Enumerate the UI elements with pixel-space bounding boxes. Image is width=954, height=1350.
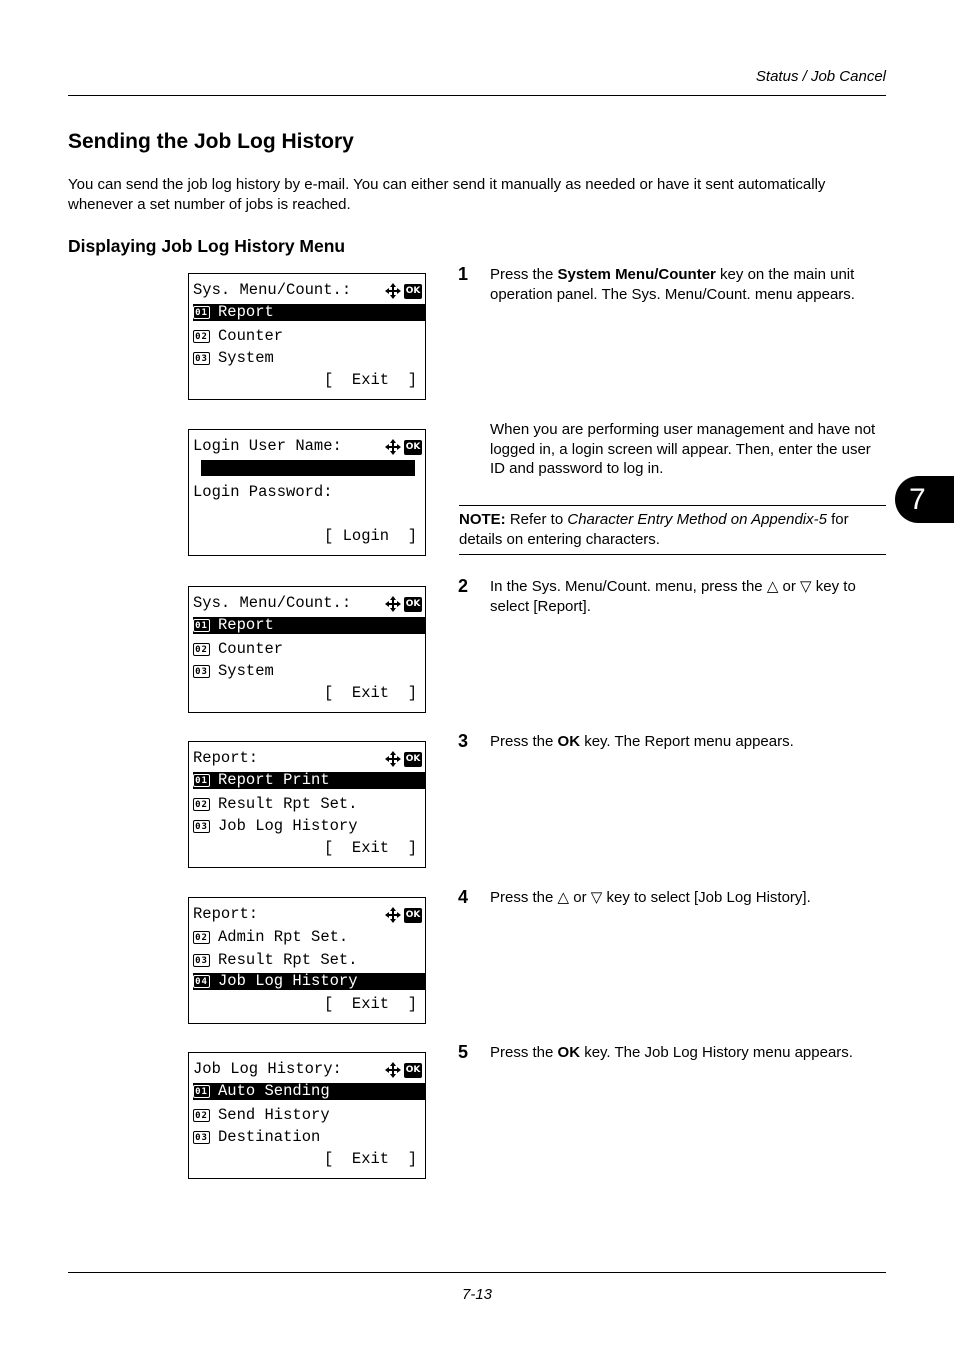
row-label: Result Rpt Set.: [218, 951, 358, 969]
row-number-badge: 01: [193, 1085, 210, 1098]
row-label: Job Log History: [218, 817, 358, 835]
menu-row: [193, 817, 425, 836]
chapter-tab: 7: [895, 476, 954, 523]
menu-row: [193, 1106, 425, 1125]
step-text-part: Press the: [490, 889, 558, 906]
step-text: [490, 265, 886, 304]
screen-title: Job Log History:: [193, 1060, 342, 1078]
step-text-part: Press the: [490, 266, 558, 283]
note-text: Refer to: [505, 511, 568, 528]
step-text: [490, 577, 886, 616]
screen-icons: [385, 439, 422, 455]
row-number-badge: 03: [193, 820, 210, 833]
soft-key-exit: [ Exit ]: [323, 839, 417, 857]
step-number: 1: [458, 264, 469, 284]
row-label: Report Print: [218, 771, 330, 789]
screen-title: Report:: [193, 905, 259, 923]
soft-key-exit: [ Exit ]: [323, 684, 417, 702]
ok-icon: OK: [404, 908, 422, 923]
row-number-badge: 03: [193, 1131, 210, 1144]
row-number-badge: 04: [193, 975, 210, 988]
intro-paragraph: You can send the job log history by e-mail. You can either send it manually as needed or have it sent automatically whenever a set number of jobs is reached.: [68, 176, 826, 213]
cross-arrow-icon: [385, 751, 401, 767]
down-key-icon: ▽: [800, 578, 812, 595]
screen-title: Sys. Menu/Count.:: [193, 281, 352, 299]
menu-row: [193, 349, 425, 368]
note-reference: Character Entry Method on Appendix-5: [567, 511, 827, 528]
step-text: [490, 1043, 886, 1063]
menu-row: [193, 951, 425, 970]
ok-icon: OK: [404, 752, 422, 767]
step-text-part: key. The Report menu appears.: [580, 733, 794, 750]
note-box: [459, 505, 886, 555]
soft-key-login: [ Login ]: [323, 527, 417, 545]
login-user-field: [201, 460, 415, 476]
row-label: Destination: [218, 1128, 321, 1146]
step-text-part: key. The Job Log History menu appears.: [580, 1044, 853, 1061]
step-number: 5: [458, 1042, 469, 1062]
menu-row: [193, 662, 425, 681]
cross-arrow-icon: [385, 283, 401, 299]
screen-title: Sys. Menu/Count.:: [193, 594, 352, 612]
step-text-part: key to select [Job Log History].: [602, 889, 811, 906]
row-number-badge: 02: [193, 1109, 210, 1122]
login-password-label: Login Password:: [193, 483, 333, 501]
row-number-badge: 03: [193, 352, 210, 365]
menu-row-selected: [193, 973, 425, 990]
row-label: System: [218, 662, 274, 680]
step-text-part: In the Sys. Menu/Count. menu, press the: [490, 578, 767, 595]
menu-row: [193, 640, 425, 659]
up-key-icon: △: [557, 889, 570, 906]
ok-icon: OK: [404, 597, 422, 612]
row-number-badge: 01: [193, 306, 210, 319]
step-number: 4: [458, 887, 469, 907]
login-user-label: Login User Name:: [193, 437, 342, 455]
row-number-badge: 03: [193, 954, 210, 967]
note-label: NOTE:: [459, 511, 506, 528]
row-label: Auto Sending: [218, 1082, 330, 1100]
cross-arrow-icon: [385, 907, 401, 923]
row-number-badge: 02: [193, 330, 210, 343]
row-number-badge: 03: [193, 665, 210, 678]
row-label: Admin Rpt Set.: [218, 928, 349, 946]
lcd-screen-sys-menu: [188, 273, 426, 400]
menu-row-selected: [193, 1083, 425, 1100]
down-key-icon: ▽: [590, 889, 603, 906]
screen-icons: [385, 283, 422, 299]
up-key-icon: △: [766, 578, 779, 595]
row-label: Job Log History: [218, 972, 358, 990]
step-text-part: key to select [Report].: [490, 578, 856, 615]
cross-arrow-icon: [385, 1062, 401, 1078]
header-rule: [68, 95, 886, 96]
lcd-screen-sys-menu-2: [188, 586, 426, 713]
running-header: Status / Job Cancel: [755, 68, 886, 85]
step-text-part: Press the: [490, 1044, 558, 1061]
soft-key-exit: [ Exit ]: [323, 371, 417, 389]
menu-row: [193, 928, 425, 947]
row-number-badge: 02: [193, 931, 210, 944]
row-label: System: [218, 349, 274, 367]
key-name: OK: [557, 733, 581, 750]
step-number: 3: [458, 731, 469, 751]
menu-row: [193, 1128, 425, 1147]
menu-row: [193, 795, 425, 814]
menu-row: [193, 327, 425, 346]
step-text-part: or: [778, 578, 801, 595]
row-number-badge: 01: [193, 619, 210, 632]
menu-row-selected: [193, 617, 425, 634]
subsection-title: Displaying Job Log History Menu: [68, 236, 346, 256]
key-name: System Menu/Counter: [557, 266, 716, 283]
screen-icons: [385, 1062, 422, 1078]
lcd-screen-report-scrolled: [188, 897, 426, 1024]
row-number-badge: 02: [193, 798, 210, 811]
row-label: Counter: [218, 640, 284, 658]
row-number-badge: 01: [193, 774, 210, 787]
row-number-badge: 02: [193, 643, 210, 656]
ok-icon: OK: [404, 284, 422, 299]
page-number: 7-13: [461, 1286, 493, 1303]
row-label: Counter: [218, 327, 284, 345]
row-label: Result Rpt Set.: [218, 795, 358, 813]
footer-rule: [68, 1272, 886, 1273]
lcd-screen-login: [188, 429, 426, 556]
step-number: 2: [458, 576, 469, 596]
note-text: for details on entering characters.: [459, 511, 849, 548]
soft-key-exit: [ Exit ]: [323, 995, 417, 1013]
cross-arrow-icon: [385, 596, 401, 612]
ok-icon: OK: [404, 1063, 422, 1078]
step-text: [490, 888, 886, 908]
lcd-screen-job-log-history: [188, 1052, 426, 1179]
key-name: OK: [557, 1044, 581, 1061]
menu-row-selected: [193, 304, 425, 321]
step-text-part: Press the: [490, 733, 558, 750]
step-text: [490, 732, 886, 752]
menu-row-selected: [193, 772, 425, 789]
cross-arrow-icon: [385, 439, 401, 455]
step-text-part: or: [569, 889, 591, 906]
row-label: Report: [218, 616, 274, 634]
ok-icon: OK: [404, 440, 422, 455]
login-explanation: When you are performing user management and have not logged in, a login screen will appear. Then, enter the user ID and password to log in.: [490, 421, 876, 477]
soft-key-exit: [ Exit ]: [323, 1150, 417, 1168]
lcd-screen-report: [188, 741, 426, 868]
screen-icons: [385, 907, 422, 923]
section-title: Sending the Job Log History: [68, 130, 354, 153]
screen-icons: [385, 596, 422, 612]
screen-title: Report:: [193, 749, 259, 767]
screen-icons: [385, 751, 422, 767]
row-label: Report: [218, 303, 274, 321]
step-text-part: key on the main unit operation panel. The Sys. Menu/Count. menu appears.: [490, 266, 855, 303]
row-label: Send History: [218, 1106, 330, 1124]
